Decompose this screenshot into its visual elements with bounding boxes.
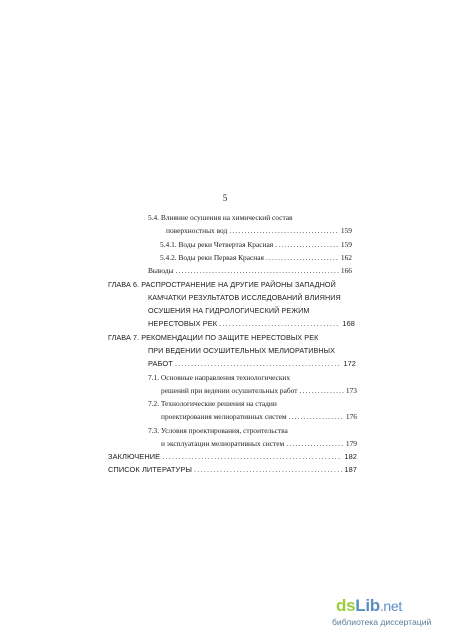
toc-entry-label: проектирования мелиоративных систем	[161, 412, 287, 421]
toc-entry-label: РАБОТ	[148, 359, 173, 368]
toc-entry-5-4[interactable]	[166, 226, 352, 236]
toc-entry-7-1-title: 7.1. Основные направления технологических	[148, 373, 291, 382]
toc-entry-5-4-2[interactable]	[160, 253, 352, 263]
toc-page-number: 159	[340, 226, 352, 235]
toc-entry-references[interactable]	[108, 465, 357, 475]
leader-dots	[219, 319, 340, 329]
toc-entry-7-3[interactable]	[161, 439, 357, 449]
dslib-subtitle: библиотека диссертаций	[332, 617, 432, 627]
toc-entry-7-3-title: 7.3. Условия проектирования, строительства	[148, 426, 288, 435]
toc-page-number: 162	[340, 253, 352, 262]
leader-dots	[300, 386, 344, 396]
toc-entry-label: 5.4.1. Воды реки Четвертая Красная	[160, 240, 274, 249]
toc-page-number: 179	[345, 439, 357, 448]
toc-page-number: 176	[345, 412, 357, 421]
dslib-logo: dsLib.net	[336, 596, 402, 615]
toc-chapter-7[interactable]	[148, 359, 356, 369]
leader-dots	[266, 253, 339, 263]
toc-page-number: 168	[342, 319, 355, 328]
toc-entry-label: Выводы	[148, 266, 174, 275]
toc-chapter-6[interactable]	[148, 319, 355, 329]
toc-entry-label: СПИСОК ЛИТЕРАТУРЫ	[108, 465, 193, 474]
toc-chapter-6-title-cont: ОСУШЕНИЯ НА ГИДРОЛОГИЧЕСКИЙ РЕЖИМ	[148, 306, 310, 315]
toc-entry-label: поверхностных вод	[166, 226, 228, 235]
toc-entry-conclusions[interactable]	[148, 266, 352, 276]
leader-dots	[289, 412, 344, 422]
leader-dots	[176, 266, 339, 276]
toc-entry-label: решений при ведении осушительных работ	[161, 386, 298, 395]
leader-dots	[229, 226, 339, 236]
dslib-watermark[interactable]	[332, 596, 444, 632]
toc-entry-label: 5.4.2. Воды реки Первая Красная	[160, 253, 264, 262]
leader-dots	[194, 465, 342, 475]
toc-chapter-6-title-cont: КАМЧАТКИ РЕЗУЛЬТАТОВ ИССЛЕДОВАНИЙ ВЛИЯНИЯ	[148, 293, 341, 302]
leader-dots	[275, 240, 339, 250]
toc-entry-label: ЗАКЛЮЧЕНИЕ	[108, 452, 161, 461]
toc-chapter-7-title: ГЛАВА 7. РЕКОМЕНДАЦИИ ПО ЗАЩИТЕ НЕРЕСТОВЫХ РЕК	[108, 333, 319, 342]
toc-entry-5-4-title: 5.4. Влияние осушения на химический состав	[148, 213, 293, 222]
toc-page-number: 159	[340, 240, 352, 249]
page-number: 5	[222, 193, 228, 203]
toc-page-number: 173	[345, 386, 357, 395]
toc-entry-5-4-1[interactable]	[160, 240, 352, 250]
toc-entry-label: НЕРЕСТОВЫХ РЕК	[148, 319, 218, 328]
toc-entry-conclusion[interactable]	[108, 452, 357, 462]
toc-entry-label: и эксплуатации мелиоративных систем	[161, 439, 285, 448]
toc-chapter-6-title: ГЛАВА 6. РАСПРОСТРАНЕНИЕ НА ДРУГИЕ РАЙОНЫ ЗАПАДНОЙ	[108, 280, 336, 289]
toc-entry-7-2-title: 7.2. Технологические решения на стадии	[148, 399, 277, 408]
toc-chapter-7-title-cont: ПРИ ВЕДЕНИИ ОСУШИТЕЛЬНЫХ МЕЛИОРАТИВНЫХ	[148, 346, 336, 355]
toc-page-number: 187	[344, 465, 357, 474]
toc-page-number: 182	[344, 452, 357, 461]
leader-dots	[162, 452, 342, 462]
toc-entry-7-1[interactable]	[161, 386, 357, 396]
leader-dots	[175, 359, 341, 369]
toc-page-number: 166	[340, 266, 352, 275]
toc-entry-7-2[interactable]	[161, 412, 357, 422]
leader-dots	[286, 439, 344, 449]
toc-page-number: 172	[343, 359, 356, 368]
